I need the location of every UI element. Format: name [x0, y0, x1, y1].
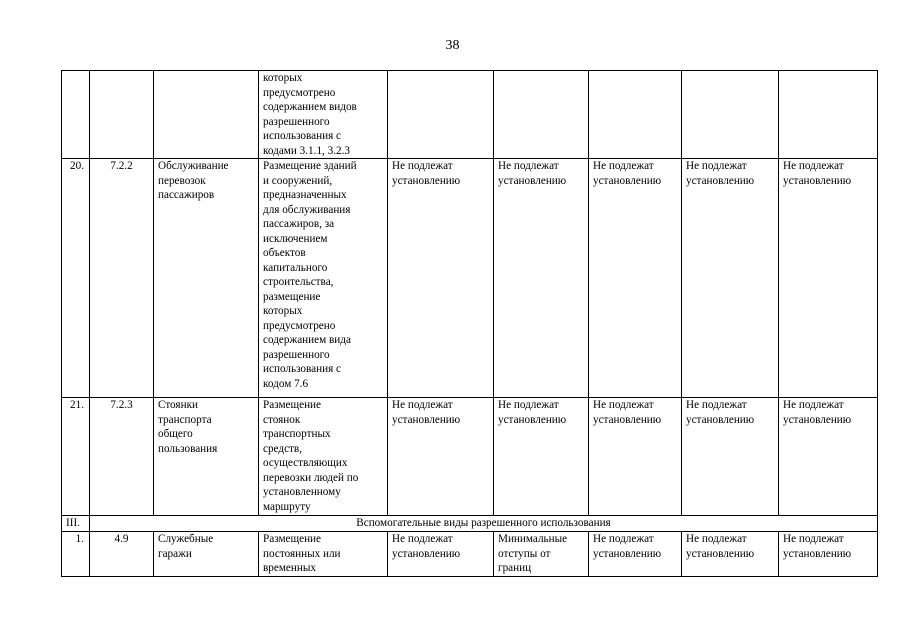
row-number: [62, 71, 90, 159]
param-cell: Не подлежат установлению: [779, 398, 878, 516]
param-cell: [388, 71, 494, 159]
param-cell: Не подлежат установлению: [779, 159, 878, 398]
param-cell: Не подлежат установлению: [682, 532, 779, 577]
param-cell: Минимальные отступы от границ: [494, 532, 589, 577]
use-code: 7.2.3: [90, 398, 154, 516]
param-cell: Не подлежат установлению: [682, 398, 779, 516]
use-description: Размещение стоянок транспортных средств, осуществляющих перевозки людей по установленному маршруту: [259, 398, 388, 516]
section-number: III.: [62, 516, 90, 532]
param-cell: [779, 71, 878, 159]
zoning-table: [61, 70, 878, 577]
param-cell: Не подлежат установлению: [779, 532, 878, 577]
use-name: [154, 71, 259, 159]
param-cell: [589, 71, 682, 159]
table-row: [62, 532, 878, 577]
param-cell: Не подлежат установлению: [682, 159, 779, 398]
table-row: [62, 159, 878, 398]
section-title: Вспомогательные виды разрешенного использования: [90, 516, 878, 532]
param-cell: [682, 71, 779, 159]
use-description: Размещение зданий и сооружений, предназначенных для обслуживания пассажиров, за исключением объектов капитального строительства, размещение которых предусмотрено содержанием вида разрешенного использования с кодом 7.6: [259, 159, 388, 398]
use-code: 4.9: [90, 532, 154, 577]
use-name: Обслуживание перевозок пассажиров: [154, 159, 259, 398]
row-number: 21.: [62, 398, 90, 516]
section-row: [62, 516, 878, 532]
param-cell: Не подлежат установлению: [589, 398, 682, 516]
use-name: Стоянки транспорта общего пользования: [154, 398, 259, 516]
page-number: 38: [445, 38, 460, 53]
param-cell: Не подлежат установлению: [589, 532, 682, 577]
param-cell: [494, 71, 589, 159]
param-cell: Не подлежат установлению: [494, 398, 589, 516]
use-name: Служебные гаражи: [154, 532, 259, 577]
param-cell: Не подлежат установлению: [388, 532, 494, 577]
table-row: [62, 71, 878, 159]
table-row: [62, 398, 878, 516]
param-cell: Не подлежат установлению: [494, 159, 589, 398]
use-code: 7.2.2: [90, 159, 154, 398]
param-cell: Не подлежат установлению: [388, 159, 494, 398]
row-number: 1.: [62, 532, 90, 577]
use-description: Размещение постоянных или временных: [259, 532, 388, 577]
row-number: 20.: [62, 159, 90, 398]
use-description: которых предусмотрено содержанием видов разрешенного использования с кодами 3.1.1, 3.2.3: [259, 71, 388, 159]
param-cell: Не подлежат установлению: [589, 159, 682, 398]
param-cell: Не подлежат установлению: [388, 398, 494, 516]
use-code: [90, 71, 154, 159]
